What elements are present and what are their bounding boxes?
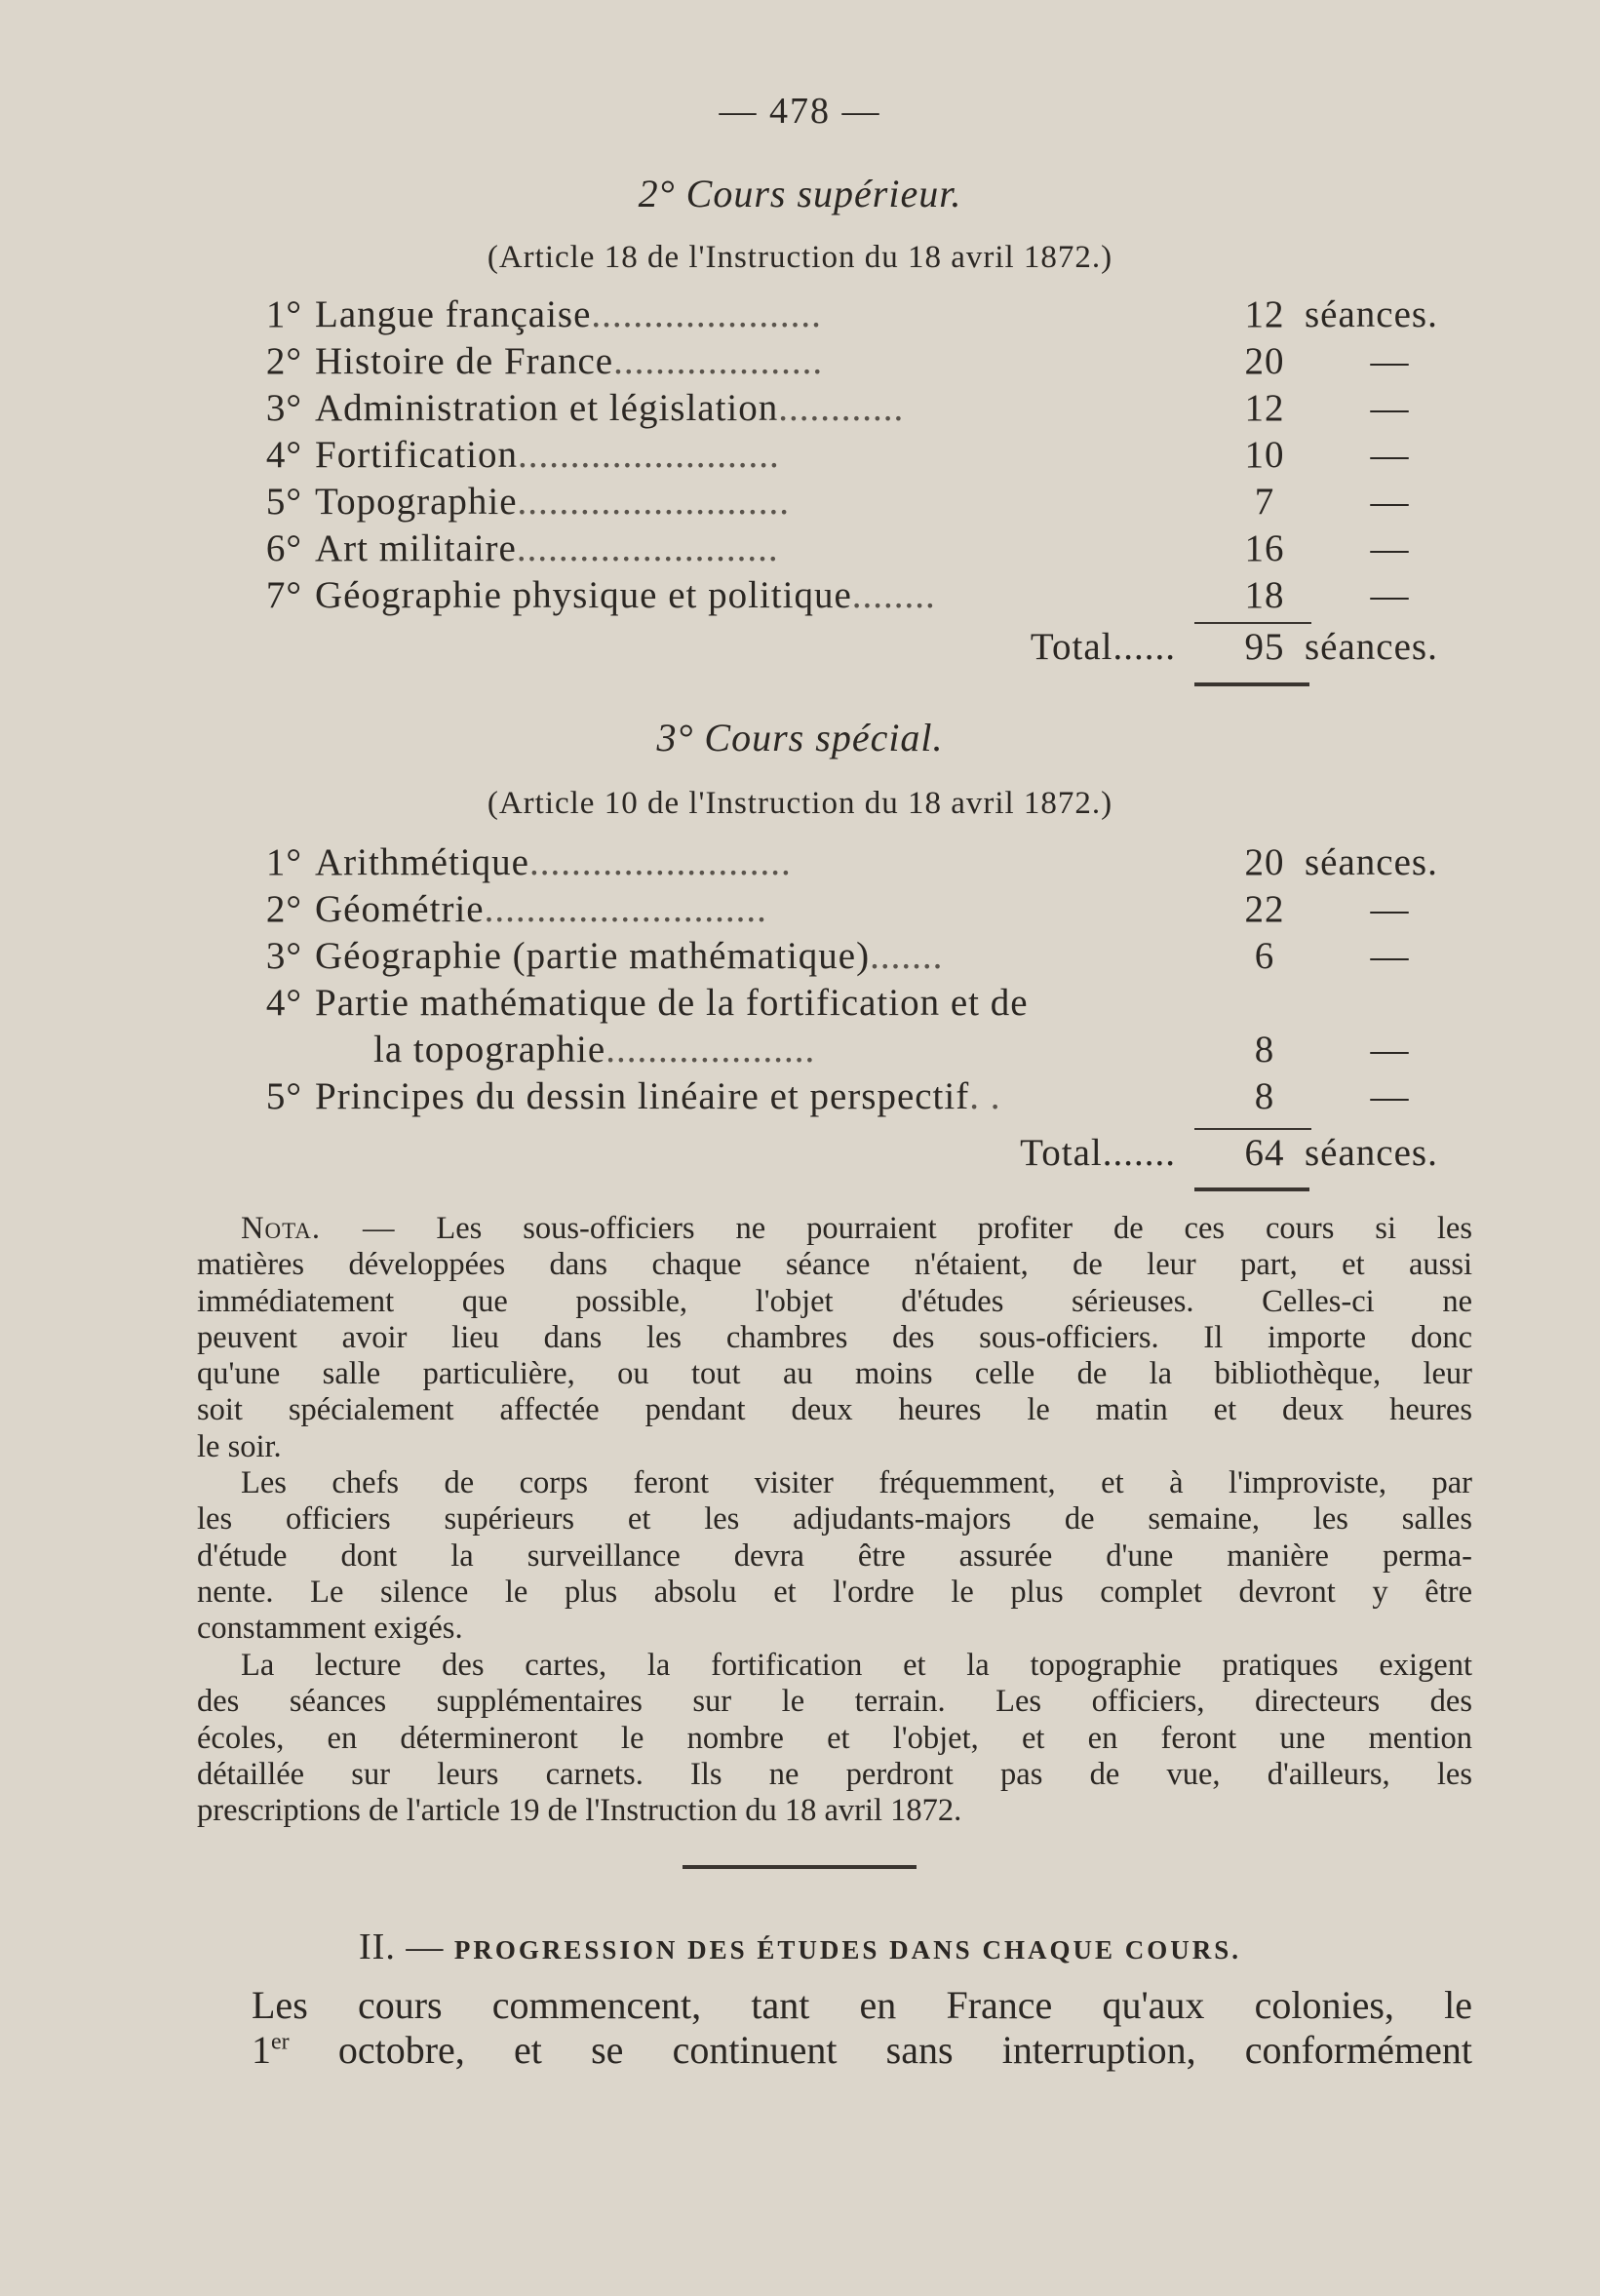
total-unit: séances. <box>1305 1132 1438 1174</box>
course-item <box>242 526 1470 571</box>
leader-dots: .................... <box>605 1029 816 1070</box>
course-label-text: la topographie <box>373 1029 606 1070</box>
course-number: 3° <box>265 387 302 429</box>
course-number: 4° <box>265 434 302 476</box>
course-number: 2° <box>265 888 302 930</box>
section-divider <box>683 1865 917 1869</box>
course-label-text: Arithmétique <box>315 841 529 883</box>
nota-line: qu'une salle particulière, ou tout au moins celle de la bibliothèque, leur <box>197 1356 1472 1392</box>
course-number: 7° <box>265 574 302 616</box>
course-item <box>242 573 1470 618</box>
heading-cours-special: 3° Cours spécial. <box>656 716 944 759</box>
course-item <box>242 339 1470 384</box>
leader-dots: ........ <box>851 574 936 616</box>
session-unit: — <box>1370 527 1410 569</box>
nota-line: immédiatement que possible, l'objet d'études sérieuses. Celles-ci ne <box>197 1283 1472 1319</box>
session-count: 12 <box>1244 293 1285 335</box>
total-unit: séances. <box>1305 626 1438 668</box>
sum-rule <box>1194 1128 1311 1130</box>
session-count: 20 <box>1244 340 1285 382</box>
session-unit: — <box>1370 340 1410 382</box>
course-number: 3° <box>265 935 302 977</box>
total-underline <box>1194 682 1309 686</box>
nota-line: d'étude dont la surveillance devra être assurée d'une manière perma- <box>197 1537 1472 1574</box>
session-count: 16 <box>1244 527 1285 569</box>
course-label-text: Principes du dessin linéaire et perspectif <box>315 1075 970 1117</box>
heading-cours-superieur: 2° Cours supérieur. <box>638 172 962 215</box>
course-label-text: Géographie (partie mathématique) <box>315 935 871 977</box>
session-unit: — <box>1370 1075 1410 1117</box>
course-item <box>242 1074 1470 1119</box>
nota-line: constamment exigés. <box>197 1611 463 1647</box>
session-unit: — <box>1370 434 1410 476</box>
nota-line: peuvent avoir lieu dans les chambres des sous-officiers. Il importe donc <box>197 1319 1472 1355</box>
leader-dots: ....... <box>870 935 944 977</box>
article-reference-superieur: (Article 18 de l'Instruction du 18 avril 1872.) <box>487 240 1113 275</box>
closing-paragraph <box>252 1983 1472 2073</box>
total-row-special <box>242 1131 1470 1176</box>
nota-line: La lecture des cartes, la fortification et la topographie pratiques exigent <box>241 1648 1472 1683</box>
session-count: 7 <box>1254 481 1275 523</box>
article-reference-special: (Article 10 de l'Instruction du 18 avril 1872.) <box>487 786 1113 821</box>
total-label: Total...... <box>1030 626 1176 668</box>
sum-rule <box>1194 622 1311 624</box>
course-number: 5° <box>265 1075 302 1117</box>
nota-line: Les chefs de corps feront visiter fréquemment, et à l'improviste, par <box>241 1465 1472 1500</box>
session-unit: — <box>1370 574 1410 616</box>
session-count: 8 <box>1254 1075 1275 1117</box>
closing-line: Les cours commencent, tant en France qu'aux colonies, le <box>252 1983 1472 2027</box>
nota-line: des séances supplémentaires sur le terrain. Les officiers, directeurs des <box>197 1684 1472 1720</box>
course-item <box>242 386 1470 431</box>
nota-line: soit spécialement affectée pendant deux heures le matin et deux heures <box>197 1392 1472 1428</box>
course-item <box>242 433 1470 478</box>
total-underline <box>1194 1187 1309 1191</box>
nota-line: détaillée sur leurs carnets. Ils ne perdront pas de vue, d'ailleurs, les <box>197 1756 1472 1792</box>
course-label-text: Partie mathématique de la fortification et de <box>315 982 1029 1024</box>
course-item <box>242 887 1470 932</box>
session-unit: — <box>1370 935 1410 977</box>
total-label: Total....... <box>1020 1132 1176 1174</box>
leader-dots: ...................... <box>591 293 822 335</box>
section-dash: — <box>406 1926 445 1967</box>
leader-dots: ......................... <box>528 841 792 883</box>
leader-dots: ........................... <box>484 888 767 930</box>
session-count: 6 <box>1254 935 1275 977</box>
course-label-text: Géométrie <box>315 888 485 930</box>
course-item <box>242 292 1470 337</box>
course-item <box>242 981 1470 1026</box>
session-unit: — <box>1370 888 1410 930</box>
course-item <box>242 1028 1470 1072</box>
leader-dots: .................... <box>613 340 824 382</box>
course-number: 1° <box>265 293 302 335</box>
total-row-superieur <box>242 625 1470 670</box>
leader-dots: ............ <box>778 387 905 429</box>
session-unit: séances. <box>1305 293 1438 335</box>
session-unit: — <box>1370 481 1410 523</box>
session-unit: — <box>1370 387 1410 429</box>
nota-line: matières développées dans chaque séance n'étaient, de leur part, et aussi <box>197 1247 1472 1283</box>
leader-dots: . . <box>969 1075 1001 1117</box>
course-label-text: Histoire de France <box>315 340 614 382</box>
session-count: 8 <box>1254 1029 1275 1070</box>
nota-line: nente. Le silence le plus absolu et l'ordre le plus complet devront y être <box>197 1574 1472 1610</box>
section-numeral: II. <box>359 1926 396 1967</box>
session-unit: séances. <box>1305 841 1438 883</box>
course-item <box>242 840 1470 885</box>
course-label-text: Fortification <box>315 434 518 476</box>
nota-line: écoles, en détermineront le nombre et l'objet, et en feront une mention <box>197 1720 1472 1756</box>
course-label-text: Art militaire <box>315 527 517 569</box>
nota-line: le soir. <box>197 1428 282 1464</box>
leader-dots: ......................... <box>516 527 779 569</box>
leader-dots: .......................... <box>517 481 791 523</box>
total-value: 64 <box>1244 1132 1285 1174</box>
session-count: 22 <box>1244 888 1285 930</box>
page-number: — 478 — <box>719 91 881 132</box>
course-item <box>242 934 1470 979</box>
course-number: 2° <box>265 340 302 382</box>
course-number: 4° <box>265 982 302 1024</box>
course-label <box>315 981 1417 1025</box>
nota-line: les officiers supérieurs et les adjudants-majors de semaine, les salles <box>197 1501 1472 1537</box>
nota-line: Nota. — Les sous-officiers ne pourraient profiter de ces cours si les <box>241 1211 1472 1246</box>
leader-dots: ......................... <box>517 434 780 476</box>
course-label-text: Langue française <box>315 293 592 335</box>
course-label-text: Topographie <box>315 481 518 523</box>
course-number: 6° <box>265 527 302 569</box>
nota-paragraph-3 <box>197 1648 1472 1829</box>
nota-line: prescriptions de l'article 19 de l'Instruction du 18 avril 1872. <box>197 1793 962 1829</box>
total-value: 95 <box>1244 626 1285 668</box>
nota-paragraph-1 <box>197 1211 1472 1465</box>
session-count: 20 <box>1244 841 1285 883</box>
course-label-text: Géographie physique et politique <box>315 574 852 616</box>
course-item <box>242 480 1470 525</box>
course-label-text: Administration et législation <box>315 387 779 429</box>
course-number: 5° <box>265 481 302 523</box>
closing-line: 1er octobre, et se continuent sans interruption, conformément <box>252 2028 1473 2072</box>
course-number: 1° <box>265 841 302 883</box>
session-unit: — <box>1370 1029 1410 1070</box>
session-count: 18 <box>1244 574 1285 616</box>
nota-lead: Nota. — <box>241 1211 396 1246</box>
section-title-text: PROGRESSION DES ÉTUDES DANS CHAQUE COURS. <box>453 1935 1241 1965</box>
section-title <box>0 1926 1600 1968</box>
session-count: 10 <box>1244 434 1285 476</box>
session-count: 12 <box>1244 387 1285 429</box>
nota-paragraph-2 <box>197 1465 1472 1647</box>
